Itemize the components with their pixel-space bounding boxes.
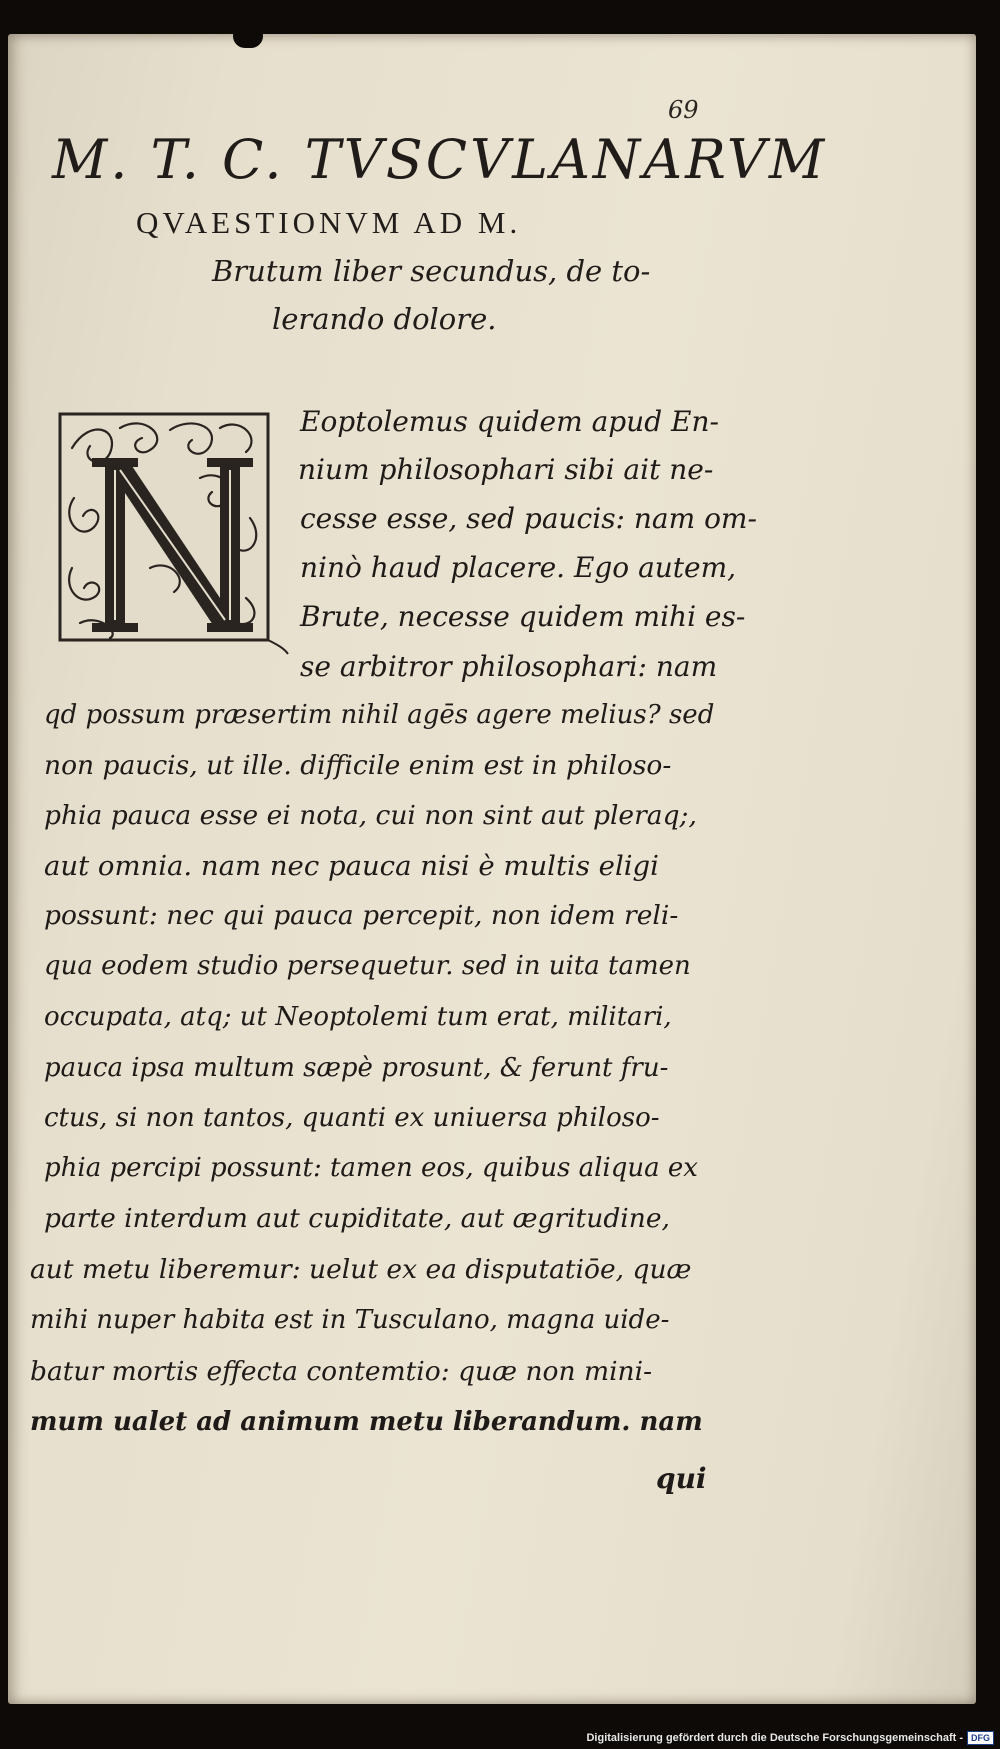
page-number: 69 — [668, 96, 699, 124]
title-line-2: QVAESTIONVM AD M. — [136, 205, 522, 240]
text-line: aut omnia. nam nec pauca nisi è multis eligi — [44, 850, 659, 882]
text-line: Eoptolemus quidem apud En- — [300, 405, 719, 438]
text-line: qua eodem studio persequetur. sed in uita tamen — [44, 951, 691, 981]
decorated-initial-n — [50, 408, 290, 666]
title-line-4: lerando dolore. — [272, 302, 497, 336]
text-line: mum ualet ad animum metu liberandum. nam — [30, 1407, 703, 1437]
text-line: nium philosophari sibi ait ne- — [298, 453, 714, 486]
catchword: qui — [656, 1462, 707, 1495]
credit-text: Digitalisierung gefördert durch die Deutsche Forschungsgemeinschaft - — [586, 1732, 963, 1744]
text-line: cesse esse, sed paucis: nam om- — [300, 502, 757, 535]
text-line: se arbitror philosophari: nam — [300, 650, 718, 683]
text-line: parte interdum aut cupiditate, aut ægritudine, — [44, 1203, 670, 1234]
text-line: aut metu liberemur: uelut ex ea disputatiōe, quæ — [30, 1254, 692, 1285]
text-line: possunt: nec qui pauca percepit, non idem reli- — [44, 900, 679, 931]
text-line: batur mortis effecta contemtio: quæ non mini- — [30, 1356, 653, 1387]
text-line: Brute, necesse quidem mihi es- — [300, 600, 746, 633]
text-line: occupata, atq; ut Neoptolemi tum erat, militari, — [44, 1002, 672, 1032]
text-line: phia pauca esse ei nota, cui non sint aut pleraq;, — [44, 800, 697, 831]
title-line-1: M. T. C. TVSCVLANARVM — [52, 128, 828, 191]
text-line: qd possum præsertim nihil agēs agere melius? sed — [44, 700, 715, 730]
text-line: ninò haud placere. Ego autem, — [300, 551, 737, 584]
dfg-logo: DFG — [967, 1731, 994, 1745]
title-line-3: Brutum liber secundus, de to- — [212, 254, 651, 288]
text-line: phia percipi possunt: tamen eos, quibus aliqua ex — [44, 1153, 698, 1183]
text-line: mihi nuper habita est in Tusculano, magna uide- — [30, 1305, 670, 1335]
text-line: pauca ipsa multum sæpè prosunt, & ferunt fru- — [44, 1053, 669, 1083]
text-line: ctus, si non tantos, quanti ex uniuersa philoso- — [44, 1103, 660, 1133]
text-line: non paucis, ut ille. difficile enim est in philoso- — [44, 750, 672, 781]
digitization-credit — [586, 1731, 994, 1745]
